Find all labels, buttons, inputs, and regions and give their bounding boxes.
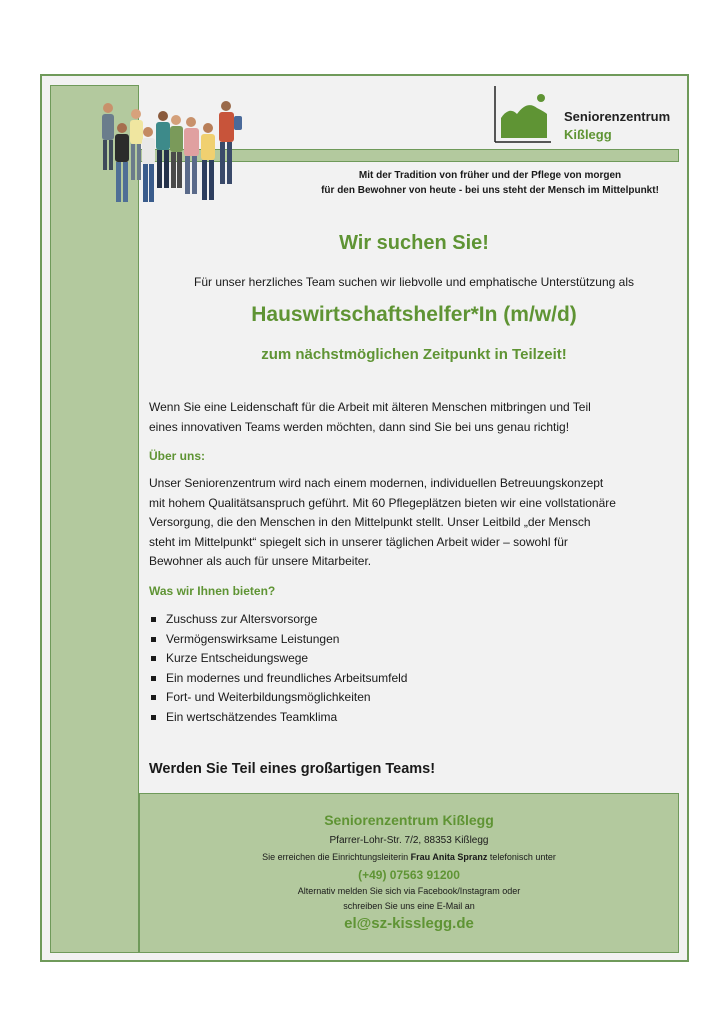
- list-item: Ein modernes und freundliches Arbeitsumfeld: [149, 669, 407, 689]
- hills-logo-icon: [493, 84, 555, 146]
- paragraph-intro: [149, 398, 684, 437]
- contact-alt-line-1: Alternativ melden Sie sich via Facebook/Instagram oder: [297, 886, 521, 896]
- contact-name: Seniorenzentrum Kißlegg: [324, 812, 494, 828]
- tagline-line-2: für den Bewohner von heute - bei uns steht der Mensch im Mittelpunkt!: [321, 185, 659, 196]
- paragraph-line: mit hohem Qualitätsanspruch geführt. Mit 60 Pflegeplätzen bieten wir eine vollstationäre: [149, 495, 616, 510]
- paragraph-line: eines innovativen Teams werden möchten, dann sind Sie bei uns genau richtig!: [149, 419, 570, 434]
- list-item: Fort- und Weiterbildungsmöglichkeiten: [149, 688, 407, 708]
- group-of-people-illustration: [96, 98, 248, 210]
- contact-email[interactable]: el@sz-kisslegg.de: [344, 915, 474, 932]
- contact-person: Frau Anita Spranz: [410, 852, 488, 862]
- offer-heading: Was wir Ihnen bieten?: [149, 584, 276, 598]
- paragraph-line: Versorgung, die den Menschen in den Mittelpunkt stellt. Unser Leitbild „der Mensch: [149, 515, 591, 529]
- benefits-list: [149, 610, 407, 727]
- logo-title: Seniorenzentrum: [564, 109, 671, 124]
- contact-reach-line: [139, 852, 679, 862]
- job-subtitle: zum nächstmöglichen Zeitpunkt in Teilzeit!: [261, 346, 567, 363]
- list-item: Kurze Entscheidungswege: [149, 649, 407, 669]
- job-title: Hauswirtschaftshelfer*In (m/w/d): [251, 303, 577, 326]
- contact-address: Pfarrer-Lohr-Str. 7/2, 88353 Kißlegg: [329, 835, 489, 846]
- reach-text-post: telefonisch unter: [487, 852, 556, 862]
- about-heading: Über uns:: [149, 449, 206, 463]
- seniorenzentrum-logo: [493, 84, 683, 146]
- list-item: Zuschuss zur Altersvorsorge: [149, 610, 407, 630]
- list-item: Vermögenswirksame Leistungen: [149, 630, 407, 650]
- paragraph-line: Unser Seniorenzentrum wird nach einem modernen, individuellen Betreuungskonzept: [149, 476, 604, 490]
- list-item: Ein wertschätzendes Teamklima: [149, 708, 407, 728]
- tagline-line-1: Mit der Tradition von früher und der Pflege von morgen: [358, 170, 622, 181]
- contact-alt-line-2: schreiben Sie uns eine E-Mail an: [343, 901, 475, 911]
- left-accent-bar: [50, 85, 139, 953]
- headline: Wir suchen Sie!: [339, 232, 489, 254]
- reach-text-pre: Sie erreichen die Einrichtungsleiterin: [262, 852, 411, 862]
- logo-subtitle: Kißlegg: [564, 127, 612, 142]
- contact-phone[interactable]: (+49) 07563 91200: [358, 868, 460, 882]
- about-paragraph: [149, 474, 684, 572]
- intro-text: Für unser herzliches Team suchen wir liebvolle und emphatische Unterstützung als: [194, 275, 634, 289]
- closing-statement: Werden Sie Teil eines großartigen Teams!: [149, 761, 436, 777]
- tagline: [270, 168, 710, 198]
- paragraph-line: Wenn Sie eine Leidenschaft für die Arbeit mit älteren Menschen mitbringen und Teil: [149, 400, 591, 414]
- paragraph-line: Bewohner als auch für unsere Mitarbeiter.: [149, 554, 372, 568]
- paragraph-line: steht im Mittelpunkt“ spiegelt sich in unserer täglichen Arbeit wider – sowohl für: [149, 534, 568, 549]
